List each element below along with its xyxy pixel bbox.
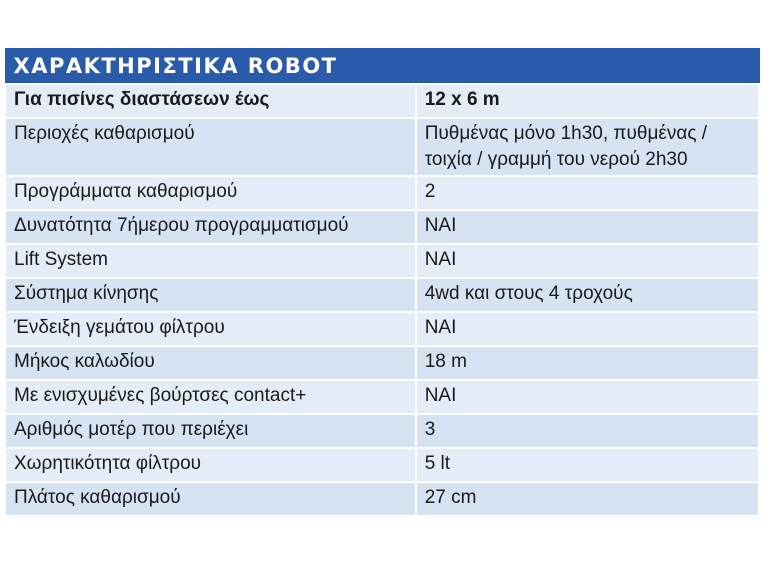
table-row (5, 448, 759, 482)
table-row (5, 210, 759, 244)
table-row (5, 176, 759, 210)
spec-label: Ένδειξη γεμάτου φίλτρου (5, 312, 416, 346)
spec-label: Lift System (5, 244, 416, 278)
table-row (5, 278, 759, 312)
spec-value: ΝΑΙ (416, 312, 759, 346)
spec-value: 4wd και στους 4 τροχούς (416, 278, 759, 312)
spec-value: 2 (416, 176, 759, 210)
spec-label: Για πισίνες διαστάσεων έως (5, 84, 416, 118)
table-row (5, 380, 759, 414)
table-header-row (5, 49, 759, 85)
spec-value: Πυθμένας μόνο 1h30, πυθμένας / τοιχία / γραμμή του νερού 2h30 (416, 118, 759, 176)
spec-label: Μήκος καλωδίου (5, 346, 416, 380)
spec-label: Με ενισχυμένες βούρτσες contact+ (5, 380, 416, 414)
spec-value: ΝΑΙ (416, 210, 759, 244)
table-row (5, 414, 759, 448)
table-row (5, 346, 759, 380)
table-title: ΧΑΡΑΚΤΗΡΙΣΤΙΚΑ ROBOT (5, 49, 759, 85)
table-row (5, 118, 759, 176)
spec-label: Προγράμματα καθαρισμού (5, 176, 416, 210)
spec-label: Δυνατότητα 7ήμερου προγραμματισμού (5, 210, 416, 244)
table-row (5, 84, 759, 118)
spec-value: 18 m (416, 346, 759, 380)
spec-label: Αριθμός μοτέρ που περιέχει (5, 414, 416, 448)
spec-label: Περιοχές καθαρισμού (5, 118, 416, 176)
spec-label: Χωρητικότητα φίλτρου (5, 448, 416, 482)
table-row (5, 482, 759, 516)
table-row (5, 312, 759, 346)
spec-value: 27 cm (416, 482, 759, 516)
spec-value: ΝΑΙ (416, 380, 759, 414)
spec-label: Σύστημα κίνησης (5, 278, 416, 312)
spec-value: ΝΑΙ (416, 244, 759, 278)
spec-value: 3 (416, 414, 759, 448)
table-row (5, 244, 759, 278)
robot-specs-table (4, 48, 760, 517)
spec-value: 5 lt (416, 448, 759, 482)
spec-value: 12 x 6 m (416, 84, 759, 118)
spec-label: Πλάτος καθαρισμού (5, 482, 416, 516)
